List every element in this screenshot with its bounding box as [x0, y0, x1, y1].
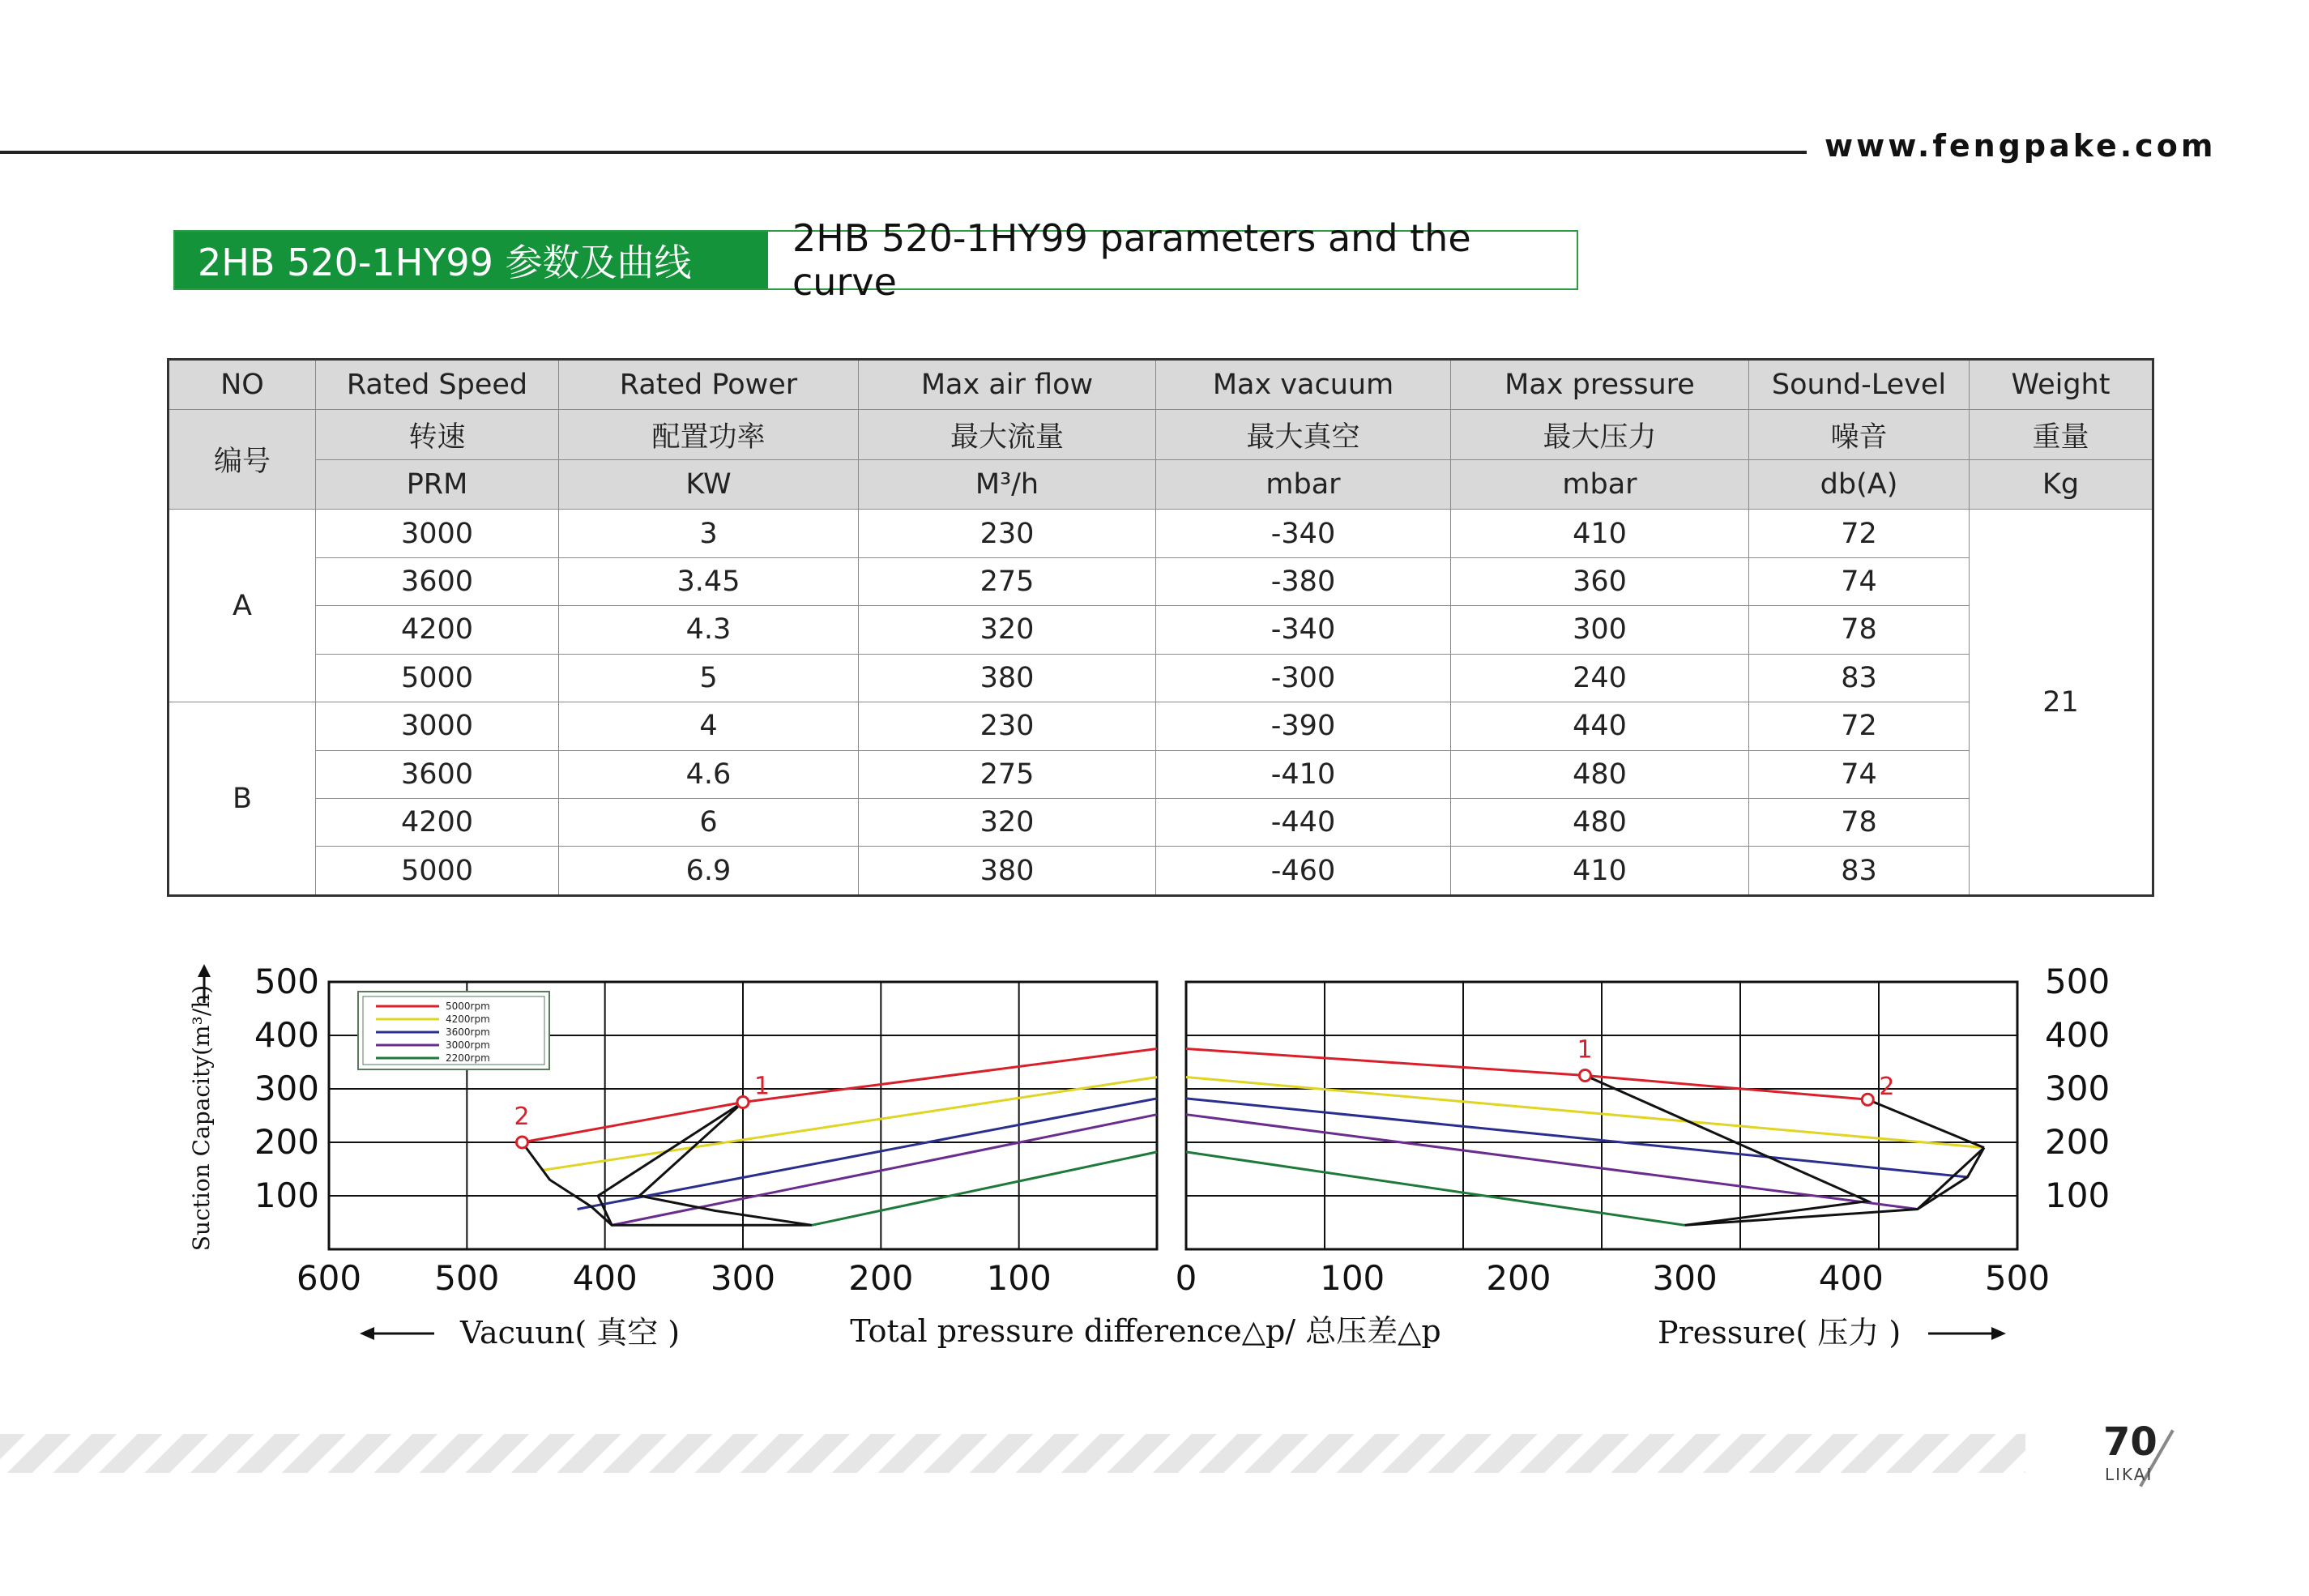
vacuum-direction-label: Vacuun( 真空 ): [460, 1315, 681, 1351]
col-header-no-cn: 编号: [169, 410, 316, 510]
group-label: A: [169, 510, 316, 702]
col-header-no: NO: [169, 360, 316, 410]
table-cell: 240: [1451, 654, 1749, 702]
col-header-power: Rated Power: [559, 360, 859, 410]
table-cell: -390: [1156, 702, 1451, 750]
table-cell: 72: [1749, 702, 1970, 750]
legend-label: 3600rpm: [446, 1026, 490, 1038]
table-cell: 275: [859, 557, 1156, 605]
marker-label: 2: [1879, 1073, 1895, 1102]
table-cell: 3000: [316, 702, 559, 750]
marker-label: 1: [754, 1072, 770, 1101]
table-cell: -300: [1156, 654, 1451, 702]
y-tick-label-right: 300: [2045, 1069, 2111, 1108]
website-url[interactable]: www.fengpake.com: [1825, 128, 2217, 164]
y-axis-arrowhead: [198, 964, 211, 977]
col-header-airflow: Max air flow: [859, 360, 1156, 410]
x-tick-label-vacuum: 300: [710, 1258, 776, 1298]
marker-point: [516, 1137, 527, 1148]
y-tick-label-left: 200: [254, 1122, 319, 1162]
col-header-sound: Sound-Level: [1749, 360, 1970, 410]
table-cell: 74: [1749, 750, 1970, 798]
header-rule: [0, 151, 1807, 154]
col-header-weight-cn: 重量: [1970, 410, 2153, 459]
unit-pressure: mbar: [1451, 459, 1749, 509]
header-row-chinese: [169, 410, 2153, 459]
table-row: [169, 702, 2153, 750]
table-cell: 320: [859, 606, 1156, 654]
x-tick-label-pressure: 200: [1486, 1258, 1551, 1298]
table-cell: 3600: [316, 750, 559, 798]
unit-weight: Kg: [1970, 459, 2153, 509]
x-axis-label: Total pressure difference△p/ 总压差△p: [850, 1313, 1441, 1349]
x-tick-label-vacuum: 500: [434, 1258, 500, 1298]
marker-label: 1: [1577, 1035, 1593, 1065]
y-tick-label-right: 200: [2045, 1122, 2111, 1162]
x-tick-label-vacuum: 600: [296, 1258, 362, 1298]
table-cell: 5000: [316, 654, 559, 702]
table-cell: 230: [859, 702, 1156, 750]
col-header-speed-cn: 转速: [316, 410, 559, 459]
table-row: [169, 557, 2153, 605]
y-tick-label-left: 100: [254, 1176, 319, 1215]
table-cell: 380: [859, 654, 1156, 702]
table-cell: 83: [1749, 847, 1970, 896]
table-cell: 74: [1749, 557, 1970, 605]
y-tick-label-right: 100: [2045, 1176, 2111, 1215]
table-row: [169, 606, 2153, 654]
title-english: 2HB 520-1HY99 parameters and the curve: [792, 216, 1471, 304]
table-row: [169, 750, 2153, 798]
y-tick-label-right: 500: [2045, 962, 2111, 1001]
parameters-table: [167, 358, 2154, 897]
table-cell: -460: [1156, 847, 1451, 896]
table-cell: 78: [1749, 799, 1970, 847]
x-tick-label-vacuum: 200: [848, 1258, 914, 1298]
table-cell: 5: [559, 654, 859, 702]
table-row: [169, 847, 2153, 896]
table-cell: 480: [1451, 799, 1749, 847]
y-tick-label-right: 400: [2045, 1015, 2111, 1055]
unit-airflow: M³/h: [859, 459, 1156, 509]
legend-label: 2200rpm: [446, 1052, 490, 1064]
table-row: [169, 799, 2153, 847]
table-cell: 4: [559, 702, 859, 750]
col-header-power-cn: 配置功率: [559, 410, 859, 459]
table-cell: -340: [1156, 510, 1451, 557]
legend-label: 3000rpm: [446, 1039, 490, 1051]
col-header-sound-cn: 噪音: [1749, 410, 1970, 459]
table-cell: -440: [1156, 799, 1451, 847]
table-cell: 4.3: [559, 606, 859, 654]
performance-chart-svg: [0, 956, 2309, 1377]
table-cell: 3.45: [559, 557, 859, 605]
unit-vacuum: mbar: [1156, 459, 1451, 509]
legend-label: 4200rpm: [446, 1014, 490, 1025]
brand-label: LIKAI: [2105, 1465, 2153, 1484]
table-cell: 78: [1749, 606, 1970, 654]
table-cell: 3000: [316, 510, 559, 557]
x-tick-label-pressure: 100: [1320, 1258, 1385, 1298]
title-bar: [173, 216, 1578, 304]
table-cell: 360: [1451, 557, 1749, 605]
table-cell: 410: [1451, 510, 1749, 557]
footer-stripe: [0, 1434, 2025, 1473]
legend-label: 5000rpm: [446, 1001, 490, 1012]
table-cell: 275: [859, 750, 1156, 798]
table-cell: -340: [1156, 606, 1451, 654]
y-axis-label: Suction Capacity(m³/h): [188, 984, 215, 1252]
col-header-speed: Rated Speed: [316, 360, 559, 410]
table-cell: 6: [559, 799, 859, 847]
x-tick-label-vacuum: 400: [572, 1258, 638, 1298]
table-cell: -380: [1156, 557, 1451, 605]
table-cell: 4200: [316, 799, 559, 847]
table-cell: 83: [1749, 654, 1970, 702]
table-cell: 3: [559, 510, 859, 557]
x-tick-label-pressure: 0: [1175, 1258, 1197, 1298]
performance-charts: [0, 956, 2309, 1377]
marker-label: 2: [514, 1103, 530, 1131]
y-tick-label-left: 300: [254, 1069, 319, 1108]
table-cell: 5000: [316, 847, 559, 896]
table-cell: -410: [1156, 750, 1451, 798]
col-header-airflow-cn: 最大流量: [859, 410, 1156, 459]
title-chinese: 2HB 520-1HY99 参数及曲线: [175, 232, 768, 288]
marker-point: [1862, 1094, 1873, 1105]
table-cell: 4.6: [559, 750, 859, 798]
table-row: [169, 654, 2153, 702]
x-tick-label-vacuum: 100: [986, 1258, 1052, 1298]
x-tick-label-pressure: 400: [1818, 1258, 1884, 1298]
vacuum-arrowhead: [360, 1327, 374, 1340]
table-cell: 3600: [316, 557, 559, 605]
table-cell: 230: [859, 510, 1156, 557]
table-cell: 300: [1451, 606, 1749, 654]
x-tick-label-pressure: 300: [1652, 1258, 1718, 1298]
y-tick-label-left: 500: [254, 962, 319, 1001]
unit-sound: db(A): [1749, 459, 1970, 509]
y-tick-label-left: 400: [254, 1015, 319, 1055]
marker-point: [1579, 1070, 1590, 1082]
table-cell: 72: [1749, 510, 1970, 557]
weight-value: 21: [1970, 510, 2153, 896]
col-header-weight: Weight: [1970, 360, 2153, 410]
table-row: [169, 510, 2153, 557]
header-row-units: [169, 459, 2153, 509]
table-cell: 410: [1451, 847, 1749, 896]
col-header-vacuum-cn: 最大真空: [1156, 410, 1451, 459]
table-cell: 6.9: [559, 847, 859, 896]
table-cell: 480: [1451, 750, 1749, 798]
group-label: B: [169, 702, 316, 896]
col-header-pressure: Max pressure: [1451, 360, 1749, 410]
marker-point: [737, 1097, 749, 1108]
page-number: 70: [2103, 1419, 2157, 1465]
unit-speed: PRM: [316, 459, 559, 509]
table-cell: 320: [859, 799, 1156, 847]
pressure-direction-label: Pressure( 压力 ): [1658, 1315, 1901, 1351]
x-tick-label-pressure: 500: [1984, 1258, 2051, 1298]
unit-power: KW: [559, 459, 859, 509]
col-header-vacuum: Max vacuum: [1156, 360, 1451, 410]
table-cell: 440: [1451, 702, 1749, 750]
header-row-english: [169, 360, 2153, 410]
table-cell: 4200: [316, 606, 559, 654]
pressure-arrowhead: [1991, 1327, 2006, 1340]
table-cell: 380: [859, 847, 1156, 896]
col-header-pressure-cn: 最大压力: [1451, 410, 1749, 459]
